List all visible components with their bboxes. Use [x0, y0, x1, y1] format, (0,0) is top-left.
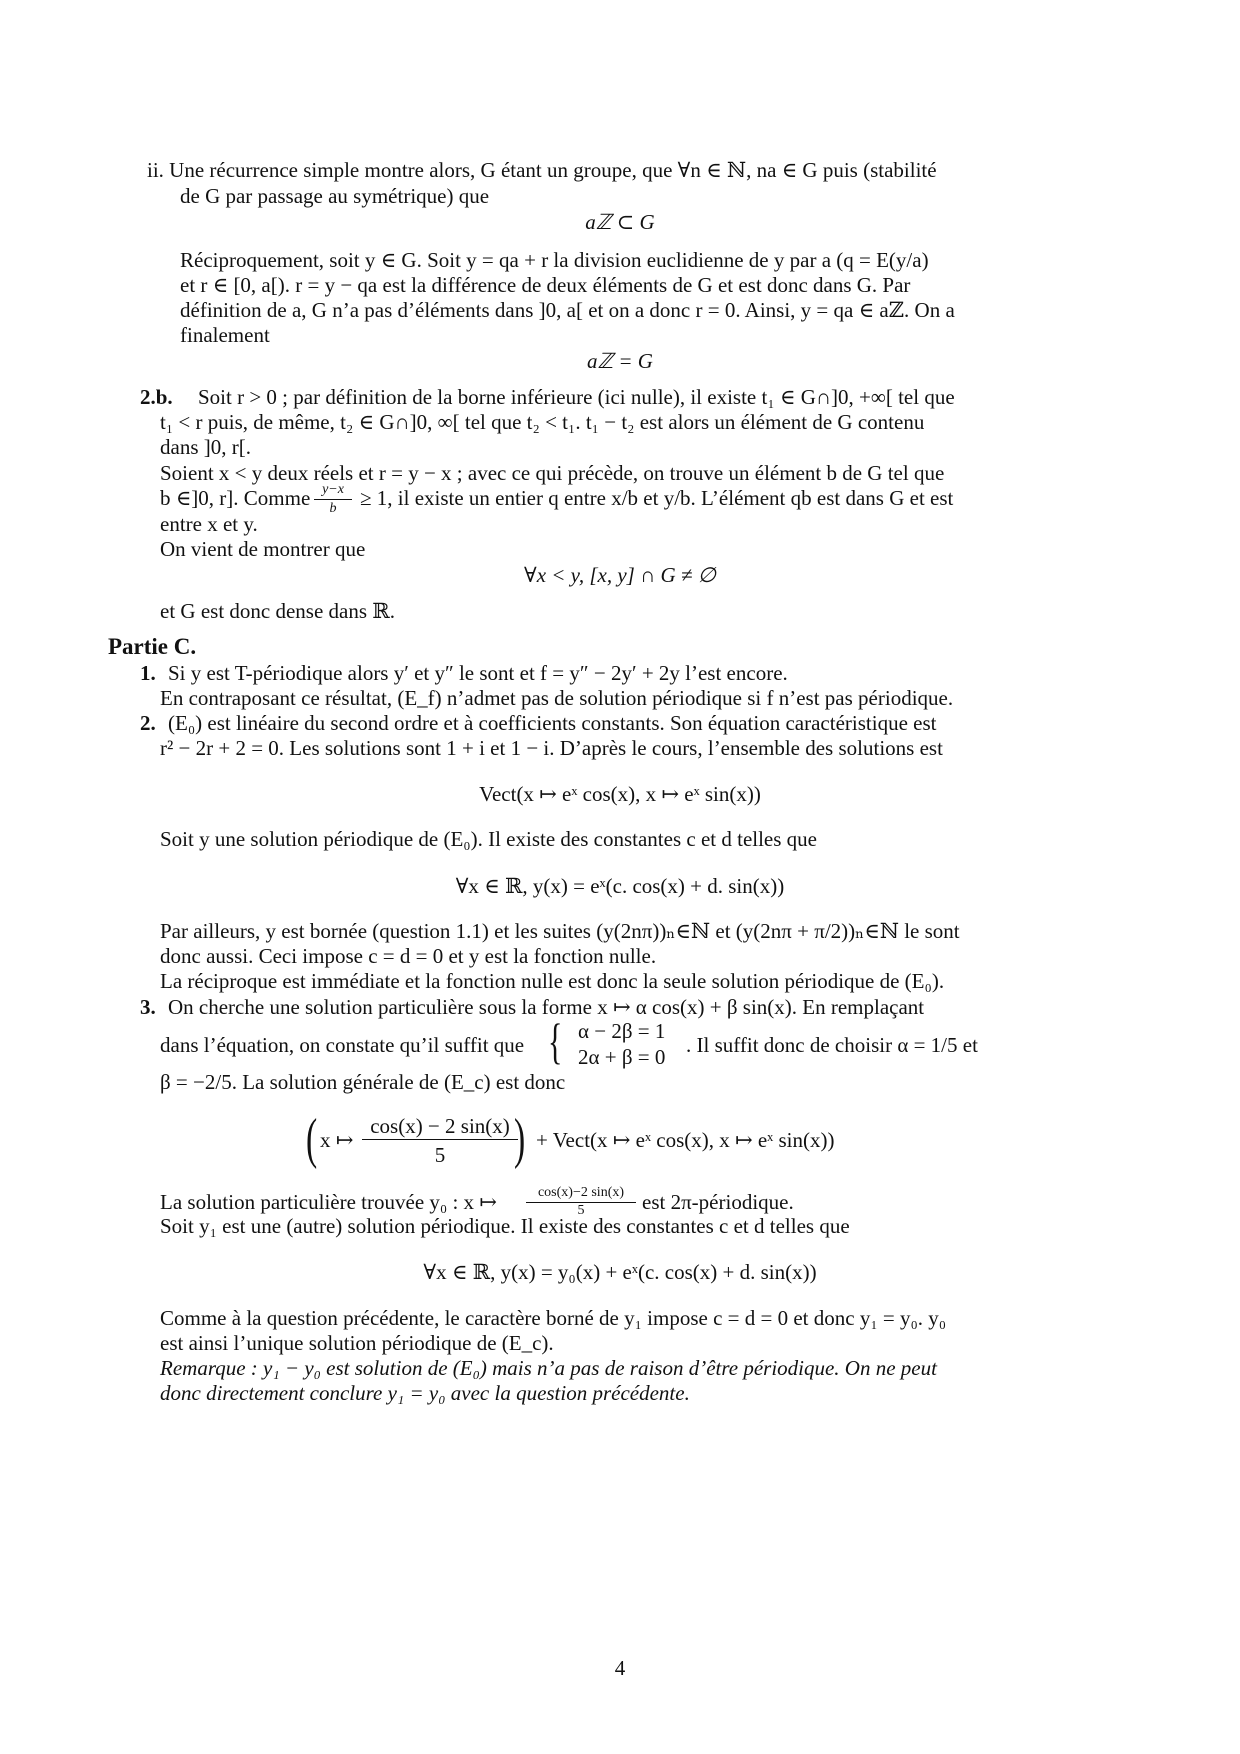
- display-equation-part: x ↦: [320, 1128, 354, 1152]
- paragraph-line: et r ∈ [0, a[). r = y − qa est la différence de deux éléments de G et est donc dans G. Par: [180, 273, 911, 297]
- paragraph-line: finalement: [180, 323, 270, 347]
- paragraph-line: r² − 2r + 2 = 0. Les solutions sont 1 + i et 1 − i. D’après le cours, l’ensemble des solutions est: [160, 736, 943, 760]
- system-equation: α − 2β = 1: [578, 1019, 666, 1043]
- paragraph-line: Soit y₁ est une (autre) solution périodique. Il existe des constantes c et d telles que: [160, 1214, 850, 1238]
- paragraph-line: de G par passage au symétrique) que: [180, 184, 490, 208]
- page-number: 4: [614, 1656, 626, 1680]
- paragraph-line: Soit r > 0 ; par définition de la borne inférieure (ici nulle), il existe t₁ ∈ G∩]0, +∞[ tel que: [198, 385, 955, 409]
- left-paren: (: [306, 1108, 318, 1170]
- display-equation-part: + Vect(x ↦ eˣ cos(x), x ↦ eˣ sin(x)): [536, 1128, 835, 1152]
- paragraph-line: et G est donc dense dans ℝ.: [160, 599, 395, 623]
- paragraph-line: . Il suffit donc de choisir α = 1/5 et: [686, 1033, 978, 1057]
- paragraph-line: Par ailleurs, y est bornée (question 1.1) et les suites (y(2nπ))ₙ∈ℕ et (y(2nπ + π/2))ₙ∈ℕ le sont: [160, 919, 960, 943]
- paragraph-line: On cherche une solution particulière sous la forme x ↦ α cos(x) + β sin(x). En remplaçant: [168, 995, 925, 1019]
- paragraph-line: La réciproque est immédiate et la fonction nulle est donc la seule solution périodique de (E₀).: [160, 969, 945, 993]
- question-label: 3.: [140, 995, 156, 1019]
- inline-fraction-numerator: cos(x)−2 sin(x): [537, 1185, 625, 1200]
- fraction-bar: [362, 1139, 518, 1140]
- paragraph-line: Réciproquement, soit y ∈ G. Soit y = qa + r la division euclidienne de y par a (q = E(y/a): [180, 248, 929, 272]
- paragraph-line: dans ]0, r[.: [160, 435, 251, 459]
- inline-fraction-denominator: 5: [577, 1203, 585, 1218]
- paragraph-line: On vient de montrer que: [160, 537, 366, 561]
- paragraph-line: (E₀) est linéaire du second ordre et à coefficients constants. Son équation caractéristique est: [168, 711, 937, 735]
- display-equation: Vect(x ↦ eˣ cos(x), x ↦ eˣ sin(x)): [479, 782, 761, 806]
- paragraph-line: β = −2/5. La solution générale de (E_c) est donc: [160, 1070, 566, 1094]
- paragraph-line: Soit y une solution périodique de (E₀). Il existe des constantes c et d telles que: [160, 827, 817, 851]
- display-equation: ∀x < y, [x, y] ∩ G ≠ ∅: [524, 563, 716, 587]
- paragraph-line: est 2π-périodique.: [642, 1190, 794, 1214]
- paragraph-line: ii. Une récurrence simple montre alors, G étant un groupe, que ∀n ∈ ℕ, na ∈ G puis (stabilité: [147, 158, 937, 182]
- paragraph-line: En contraposant ce résultat, (E_f) n’admet pas de solution périodique si f n’est pas périodique.: [160, 686, 954, 710]
- system-equation: 2α + β = 0: [578, 1045, 666, 1069]
- inline-fraction-denominator: b: [329, 501, 337, 516]
- paragraph-line: La solution particulière trouvée y₀ : x ↦: [160, 1190, 497, 1214]
- section-heading: Partie C.: [108, 634, 197, 659]
- question-label: 1.: [140, 661, 156, 685]
- paragraph-line: ≥ 1, il existe un entier q entre x/b et y/b. L’élément qb est dans G et est: [360, 486, 954, 510]
- fraction-bar: [314, 499, 352, 500]
- question-label: 2.: [140, 711, 156, 735]
- display-equation: aℤ = G: [587, 349, 653, 373]
- inline-fraction-numerator: y−x: [322, 482, 344, 497]
- paragraph-line: Soient x < y deux réels et r = y − x ; avec ce qui précède, on trouve un élément b de G tel que: [160, 461, 945, 485]
- paragraph-line: donc aussi. Ceci impose c = d = 0 et y est la fonction nulle.: [160, 944, 657, 968]
- remark-line: Remarque : y₁ − y₀ est solution de (E₀) mais n’a pas de raison d’être périodique. On ne peut: [160, 1356, 937, 1380]
- paragraph-line: définition de a, G n’a pas d’éléments dans ]0, a[ et on a donc r = 0. Ainsi, y = qa ∈ aℤ. On a: [180, 298, 955, 322]
- fraction-denominator: 5: [434, 1143, 446, 1167]
- paragraph-line: dans l’équation, on constate qu’il suffit que: [160, 1033, 525, 1057]
- left-brace: {: [548, 1013, 563, 1069]
- paragraph-line: Si y est T-périodique alors y′ et y″ le sont et f = y″ − 2y′ + 2y l’est encore.: [168, 661, 788, 685]
- paragraph-line: est ainsi l’unique solution périodique de (E_c).: [160, 1331, 554, 1355]
- paragraph-line: t₁ < r puis, de même, t₂ ∈ G∩]0, ∞[ tel que t₂ < t₁. t₁ − t₂ est alors un élément de G contenu: [160, 410, 925, 434]
- paragraph-line: Comme à la question précédente, le caractère borné de y₁ impose c = d = 0 et donc y₁ = y₀. y₀: [160, 1306, 947, 1330]
- paragraph-line: b ∈]0, r]. Comme: [160, 486, 311, 510]
- display-equation: aℤ ⊂ G: [585, 210, 655, 234]
- display-equation: ∀x ∈ ℝ, y(x) = y₀(x) + eˣ(c. cos(x) + d. sin(x)): [423, 1260, 817, 1284]
- display-equation: ∀x ∈ ℝ, y(x) = eˣ(c. cos(x) + d. sin(x)): [455, 874, 785, 898]
- right-paren: ): [514, 1108, 526, 1170]
- paragraph-line: entre x et y.: [160, 512, 258, 536]
- remark-line: donc directement conclure y₁ = y₀ avec la question précédente.: [160, 1381, 690, 1405]
- question-label: 2.b.: [140, 385, 173, 409]
- fraction-numerator: cos(x) − 2 sin(x): [370, 1114, 510, 1138]
